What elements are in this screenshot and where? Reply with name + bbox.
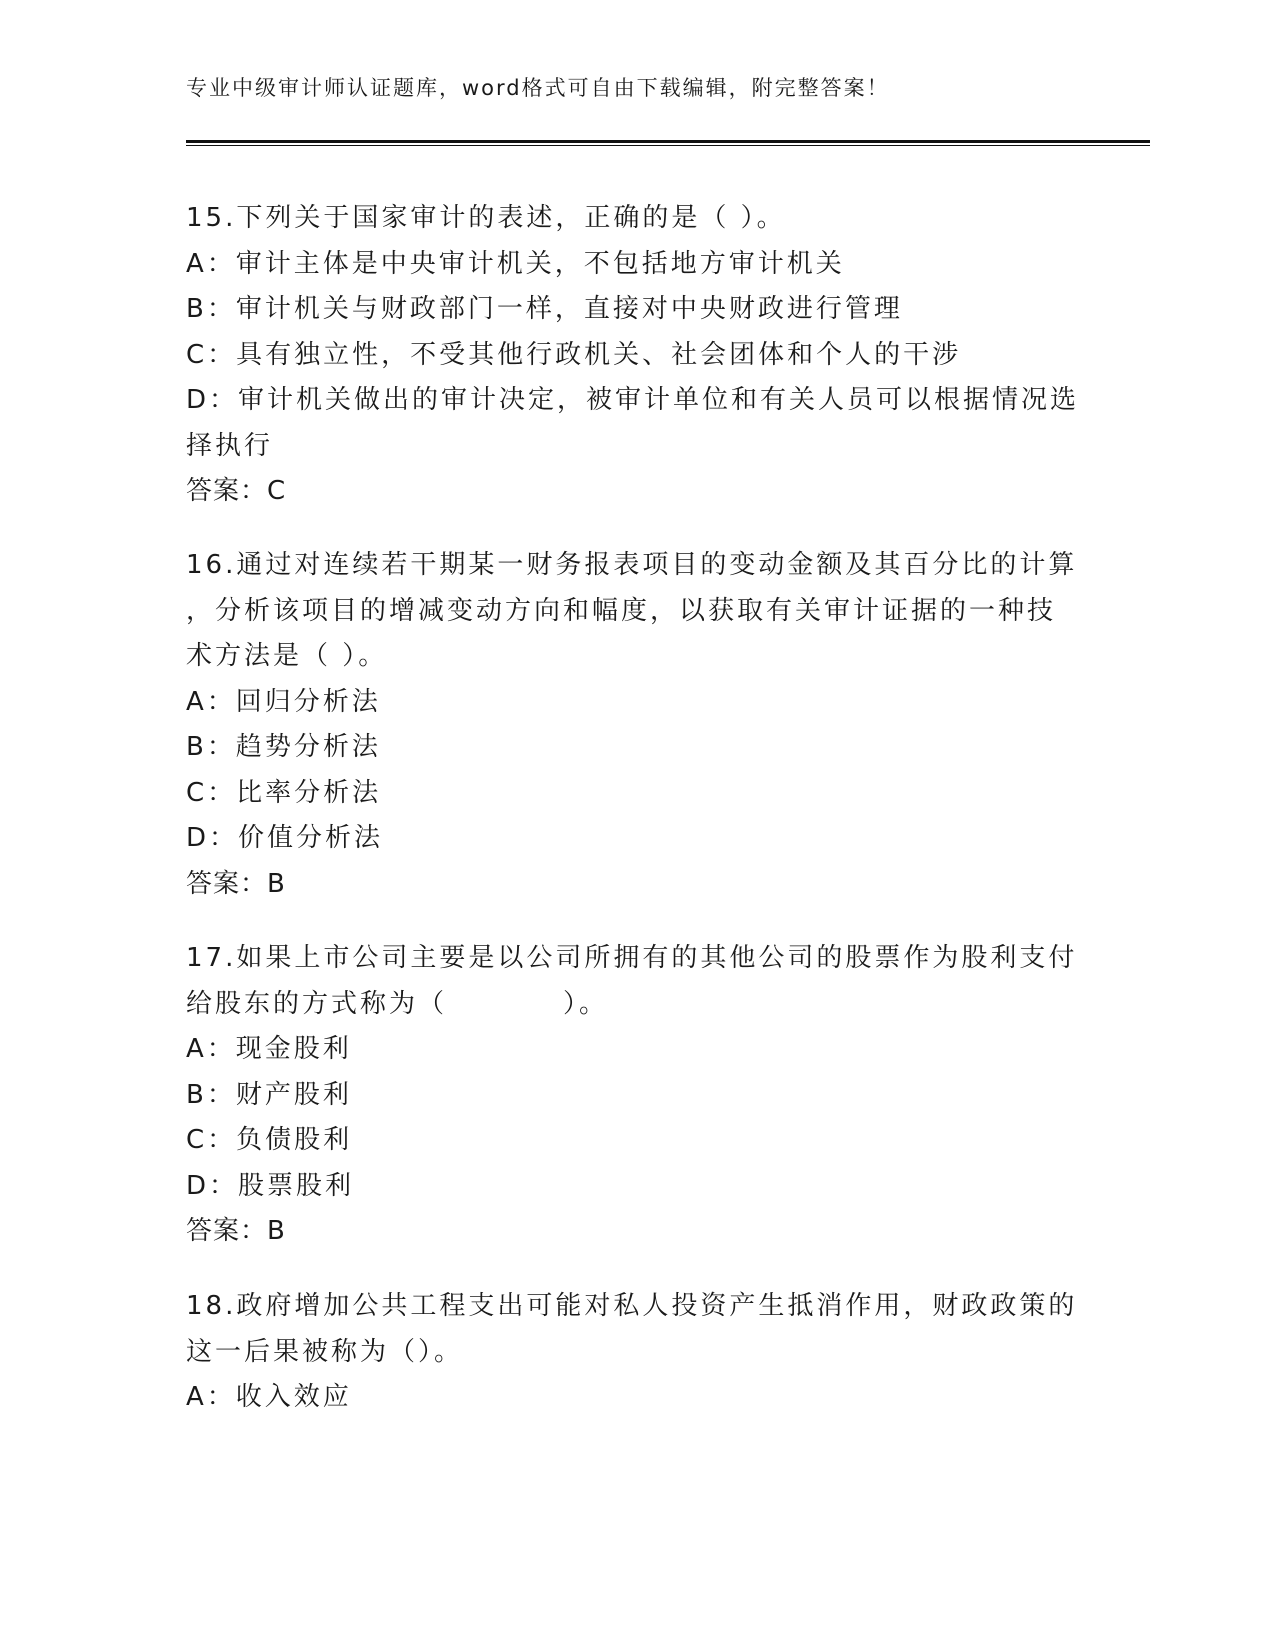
option-a: A：回归分析法 bbox=[186, 686, 381, 717]
option-d: D：股票股利 bbox=[186, 1170, 355, 1201]
question-16 bbox=[186, 543, 1078, 907]
option-c: C：比率分析法 bbox=[186, 777, 382, 808]
option-d: D：审计机关做出的审计决定，被审计单位和有关人员可以根据情况选 bbox=[186, 385, 1080, 415]
document-header: 专业中级审计师认证题库，word格式可自由下载编辑，附完整答案！ bbox=[186, 76, 890, 100]
option-b: B：财产股利 bbox=[186, 1079, 352, 1110]
option-a: A：现金股利 bbox=[186, 1034, 352, 1064]
option-a: A：审计主体是中央审计机关，不包括地方审计机关 bbox=[186, 248, 845, 279]
question-18 bbox=[186, 1284, 1078, 1421]
question-stem-continued: 术方法是（ ）。 bbox=[186, 641, 388, 671]
answer: 答案：C bbox=[186, 476, 287, 506]
question-15 bbox=[186, 196, 1080, 515]
question-stem-continued: ，分析该项目的增减变动方向和幅度，以获取有关审计证据的一种技 bbox=[186, 595, 1057, 626]
question-stem: 17.如果上市公司主要是以公司所拥有的其他公司的股票作为股利支付 bbox=[186, 943, 1078, 973]
question-stem-continued: 这一后果被称为（）。 bbox=[186, 1336, 464, 1367]
option-d: D：价值分析法 bbox=[186, 823, 384, 853]
answer: 答案：B bbox=[186, 868, 286, 899]
question-stem: 18.政府增加公共工程支出可能对私人投资产生抵消作用，财政政策的 bbox=[186, 1291, 1078, 1321]
option-a: A：收入效应 bbox=[186, 1382, 352, 1412]
divider-thin-line bbox=[186, 145, 1150, 146]
question-17 bbox=[186, 936, 1078, 1255]
option-b: B：审计机关与财政部门一样，直接对中央财政进行管理 bbox=[186, 294, 903, 324]
answer: 答案：B bbox=[186, 1216, 286, 1246]
option-b: B：趋势分析法 bbox=[186, 732, 381, 762]
question-stem-continued: 给股东的方式称为（ ）。 bbox=[186, 988, 609, 1019]
question-stem: 16.通过对连续若干期某一财务报表项目的变动金额及其百分比的计算 bbox=[186, 550, 1078, 580]
option-c: C：具有独立性，不受其他行政机关、社会团体和个人的干涉 bbox=[186, 339, 962, 370]
option-c: C：负债股利 bbox=[186, 1125, 353, 1155]
divider-thick-line bbox=[186, 140, 1150, 143]
option-d-continued: 择执行 bbox=[186, 430, 274, 461]
question-stem: 15.下列关于国家审计的表述，正确的是（ ）。 bbox=[186, 203, 786, 233]
header-divider bbox=[186, 140, 1150, 146]
